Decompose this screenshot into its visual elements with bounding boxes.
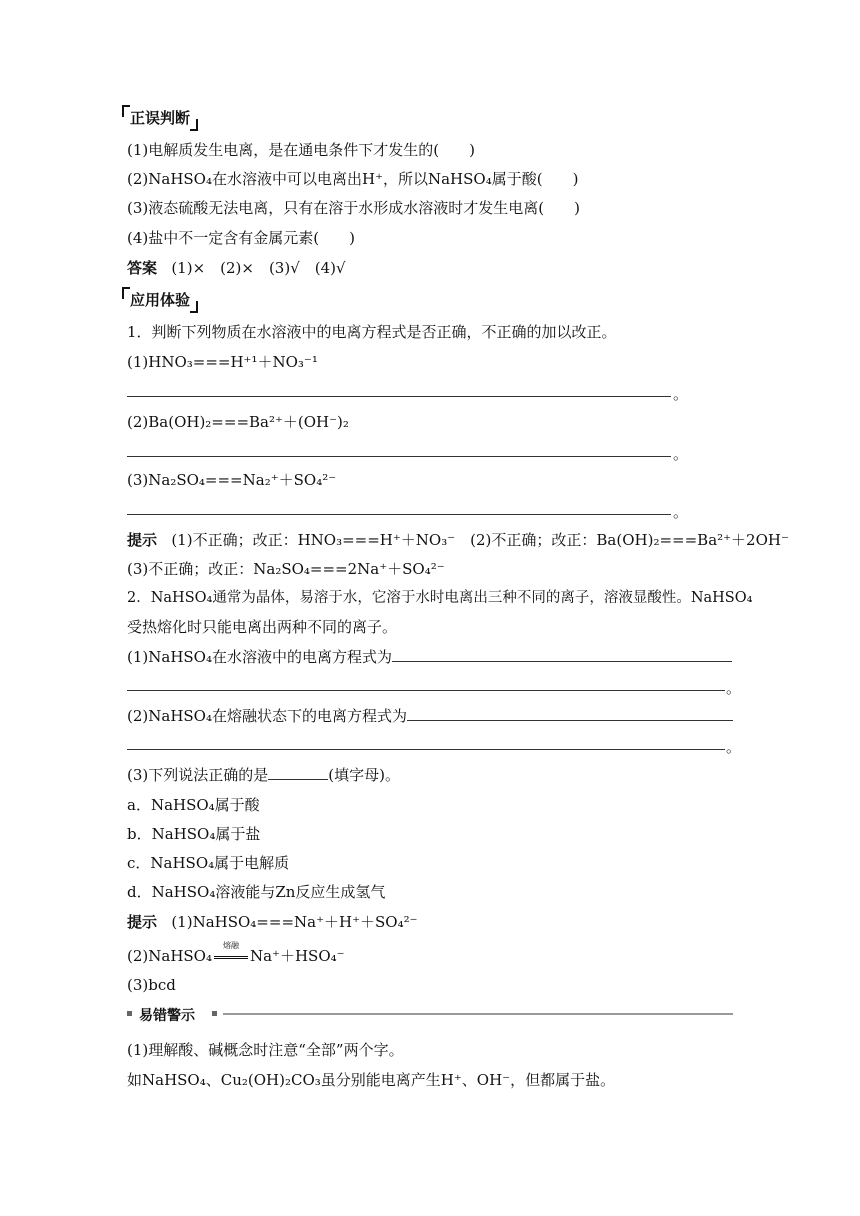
q1-item-2: (2)Ba(OH)₂===Ba²⁺＋(OH⁻)₂ bbox=[127, 413, 349, 431]
warning-banner bbox=[127, 1005, 733, 1023]
hint2-text: (1)NaHSO₄===Na⁺＋H⁺＋SO₄²⁻ bbox=[171, 913, 418, 931]
answer-blank-line[interactable] bbox=[127, 396, 671, 397]
judgement-item-1: (1)电解质发生电离，是在通电条件下才发生的( ) bbox=[127, 141, 475, 159]
q2-part2: (2)NaHSO₄在熔融状态下的电离方程式为 bbox=[127, 706, 733, 726]
q2-part3: (3)下列说法正确的是 (填字母)。 bbox=[127, 766, 400, 784]
q2-stem-line1: 2．NaHSO₄通常为晶体，易溶于水，它溶于水时电离出三种不同的离子，溶液显酸性。NaHSO₄ bbox=[127, 590, 753, 606]
period: 。 bbox=[673, 445, 689, 463]
period: 。 bbox=[726, 679, 742, 697]
q2-stem-line2: 受热熔化时只能电离出两种不同的离子。 bbox=[127, 618, 398, 636]
hint-label: 提示 bbox=[127, 913, 158, 931]
q2-part1: (1)NaHSO₄在水溶液中的电离方程式为 bbox=[127, 647, 732, 667]
option-c: c．NaHSO₄属于电解质 bbox=[127, 854, 290, 872]
answer-blank-line[interactable] bbox=[127, 749, 725, 750]
hint1-line1 bbox=[127, 530, 789, 550]
period: 。 bbox=[673, 385, 689, 403]
answer-blank[interactable] bbox=[407, 706, 733, 721]
answer-blank-line[interactable] bbox=[127, 456, 671, 457]
q1-stem: 1．判断下列物质在水溶液中的电离方程式是否正确，不正确的加以改正。 bbox=[127, 323, 617, 341]
section-heading-judgement: 正误判断 bbox=[127, 108, 193, 128]
melt-arrow: 熔融 bbox=[212, 946, 250, 966]
q1-item-1: (1)HNO₃===H⁺¹＋NO₃⁻¹ bbox=[127, 353, 318, 371]
option-a: a．NaHSO₄属于酸 bbox=[127, 796, 260, 814]
section-heading-application: 应用体验 bbox=[127, 290, 193, 310]
hint1-line2: (3)不正确；改正：Na₂SO₄===2Na⁺＋SO₄²⁻ bbox=[127, 560, 445, 578]
hint1-text: (1)不正确；改正：HNO₃===H⁺＋NO₃⁻ (2)不正确；改正：Ba(OH)₂===Ba²⁺＋2OH⁻ bbox=[171, 531, 789, 549]
warning-title: 易错警示 bbox=[139, 1008, 195, 1024]
q1-item-3: (3)Na₂SO₄===Na₂⁺＋SO₄²⁻ bbox=[127, 471, 337, 489]
hint2-line1 bbox=[127, 912, 418, 932]
answer-label: 答案 bbox=[127, 259, 158, 277]
period: 。 bbox=[726, 738, 742, 756]
answer-blank-line[interactable] bbox=[127, 690, 725, 691]
answer-text: (1)× (2)× (3)√ (4)√ bbox=[171, 259, 346, 277]
warning-line1: (1)理解酸、碱概念时注意“全部”两个字。 bbox=[127, 1041, 404, 1059]
judgement-item-4: (4)盐中不一定含有金属元素( ) bbox=[127, 229, 355, 247]
answer-blank[interactable] bbox=[392, 647, 732, 662]
option-b: b．NaHSO₄属于盐 bbox=[127, 825, 261, 843]
hint2-line2: (2)NaHSO₄ 熔融 Na⁺＋HSO₄⁻ bbox=[127, 941, 345, 965]
answer-blank[interactable] bbox=[268, 765, 328, 780]
answer-blank-line[interactable] bbox=[127, 514, 671, 515]
judgement-answer bbox=[127, 258, 346, 278]
square-bullet-icon bbox=[127, 1011, 132, 1016]
hint-label: 提示 bbox=[127, 531, 158, 549]
square-bullet-icon bbox=[212, 1011, 217, 1016]
hint2-line3: (3)bcd bbox=[127, 976, 176, 994]
judgement-item-3: (3)液态硫酸无法电离，只有在溶于水形成水溶液时才发生电离( ) bbox=[127, 199, 580, 217]
divider bbox=[223, 1013, 733, 1015]
judgement-item-2: (2)NaHSO₄在水溶液中可以电离出H⁺，所以NaHSO₄属于酸( ) bbox=[127, 170, 579, 188]
option-d: d．NaHSO₄溶液能与Zn反应生成氢气 bbox=[127, 883, 386, 901]
warning-line2: 如NaHSO₄、Cu₂(OH)₂CO₃虽分别能电离产生H⁺、OH⁻，但都属于盐。 bbox=[127, 1071, 616, 1089]
period: 。 bbox=[673, 503, 689, 521]
